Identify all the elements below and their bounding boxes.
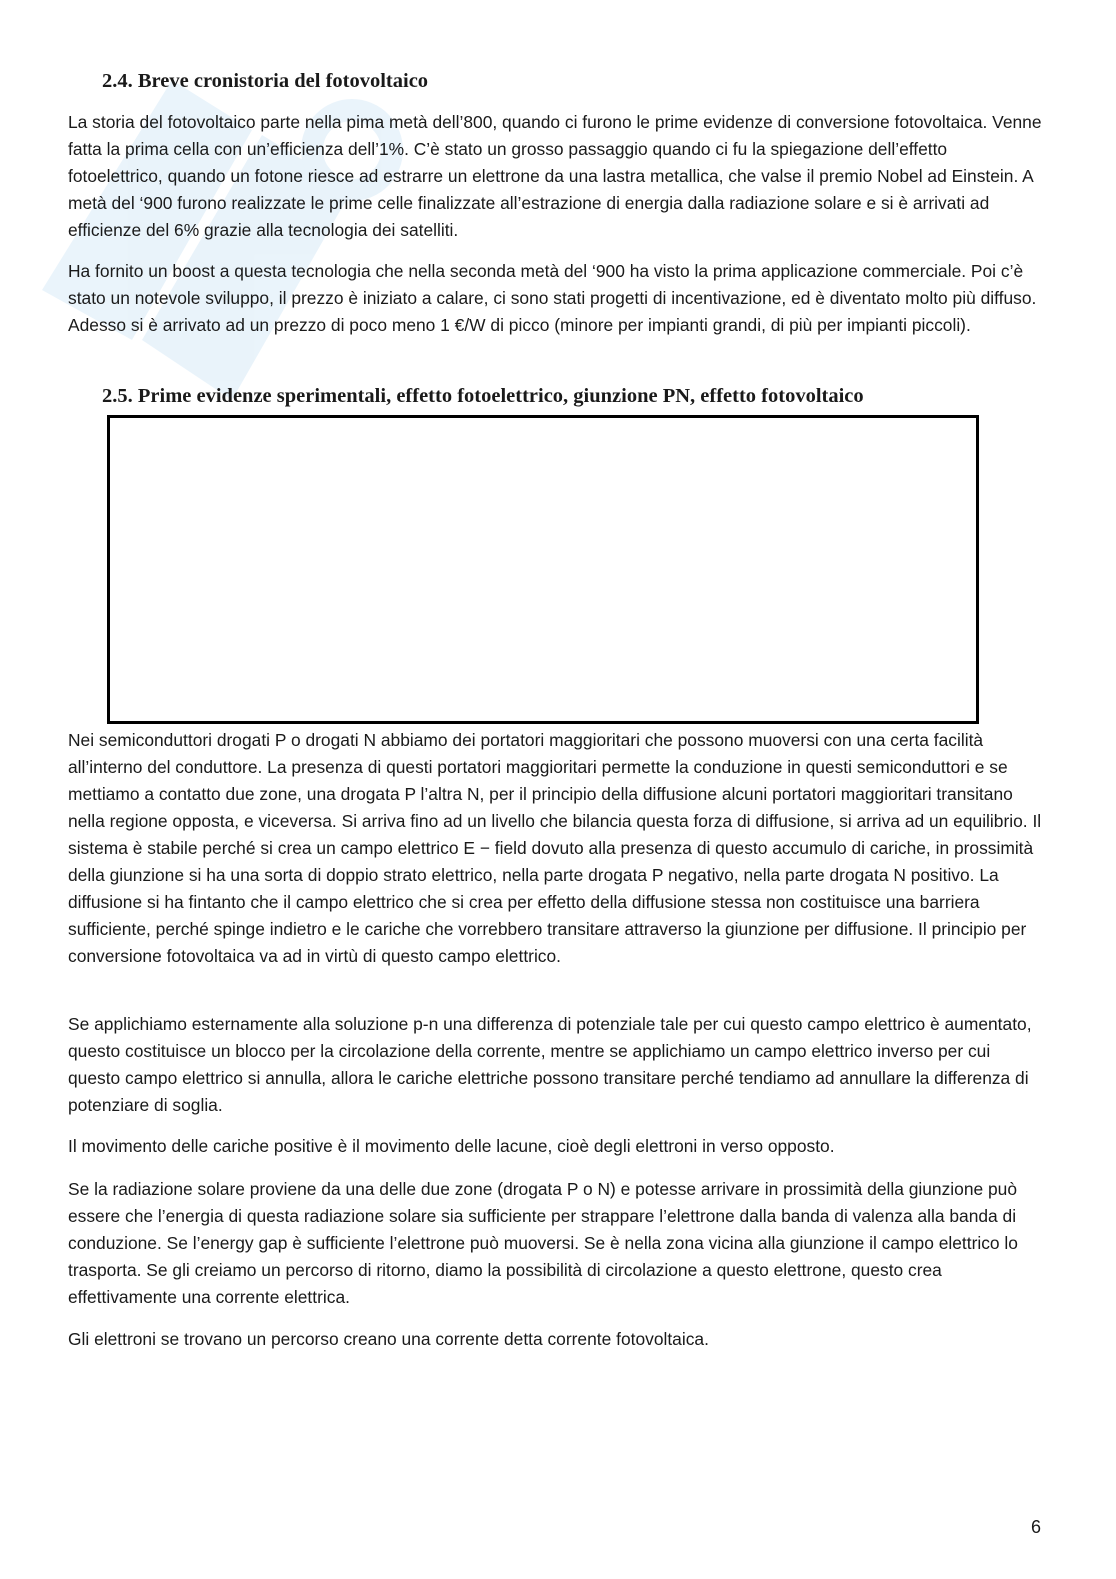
- page-number: 6: [1031, 1517, 1042, 1537]
- section-2-4-paragraph-1: La storia del fotovoltaico parte nella pima metà dell’800, quando ci furono le prime evidenze di conversione fotovoltaica. Venne fatta la prima cella con un’efficienza dell’1%. C’è stato un grosso passaggio quando ci fu la spiegazione dell’effetto fotoelettrico, quando un fotone riesce ad estrarre un elettrone da una lastra metallica, che valse il premio Nobel ad Einstein. A metà del ‘900 furono realizzate le prime celle finalizzate all’estrazione di energia dalla radiazione solare e si è arrivati ad efficienze del 6% grazie alla tecnologia dei satelliti.: [68, 112, 1042, 240]
- section-2-5-heading: 2.5. Prime evidenze sperimentali, effetto fotoelettrico, giunzione PN, effetto fotovoltaico: [102, 385, 864, 407]
- figure-placeholder-box: [107, 415, 979, 724]
- section-2-5-paragraph-2: Se applichiamo esternamente alla soluzione p-n una differenza di potenziale tale per cui questo campo elettrico è aumentato, questo costituisce un blocco per la circolazione della corrente, mentre se applichiamo un campo elettrico inverso per cui questo campo elettrico si annulla, allora le cariche elettriche possono transitare perché tendiamo ad annullare la differenza di potenziare di soglia.: [68, 1014, 1032, 1115]
- section-2-5-paragraph-3: Il movimento delle cariche positive è il movimento delle lacune, cioè degli elettroni in verso opposto.: [68, 1136, 835, 1156]
- section-2-5-paragraph-5: Gli elettroni se trovano un percorso creano una corrente detta corrente fotovoltaica.: [68, 1329, 709, 1349]
- section-2-4-heading: 2.4. Breve cronistoria del fotovoltaico: [102, 70, 429, 92]
- section-2-5-paragraph-1: Nei semiconduttori drogati P o drogati N abbiamo dei portatori maggioritari che possono muoversi con una certa facilità all’interno del conduttore. La presenza di questi portatori maggioritari permette la conduzione in questi semiconduttori e se mettiamo a contatto due zone, una drogata P l’altra N, per il principio della diffusione alcuni portatori maggioritari transitano nella regione opposta, e viceversa. Si arriva fino ad un livello che bilancia questa forza di diffusione, si arriva ad un equilibrio. Il sistema è stabile perché si crea un campo elettrico E − field dovuto alla presenza di questo accumulo di cariche, in prossimità della giunzione si ha una sorta di doppio strato elettrico, nella parte drogata P negativo, nella parte drogata N positivo. La diffusione si ha fintanto che il campo elettrico che si crea per effetto della diffusione stessa non costituisce una barriera sufficiente, perché spinge indietro e le cariche che vorrebbero transitare attraverso la giunzione per diffusione. Il principio per conversione fotovoltaica va ad in virtù di questo campo elettrico.: [68, 730, 1042, 966]
- section-2-5-paragraph-4: Se la radiazione solare proviene da una delle due zone (drogata P o N) e potesse arrivare in prossimità della giunzione può essere che l’energia di questa radiazione solare sia sufficiente per strappare l’elettrone dalla banda di valenza alla banda di conduzione. Se l’energy gap è sufficiente l’elettrone può muoversi. Se è nella zona vicina alla giunzione il campo elettrico lo trasporta. Se gli creiamo un percorso di ritorno, diamo la possibilità di circolazione a questo elettrone, questo crea effettivamente una corrente elettrica.: [68, 1179, 1018, 1307]
- section-2-4-paragraph-2: Ha fornito un boost a questa tecnologia che nella seconda metà del ‘900 ha visto la prima applicazione commerciale. Poi c’è stato un notevole sviluppo, il prezzo è iniziato a calare, ci sono stati progetti di incentivazione, ed è diventato molto più diffuso. Adesso si è arrivato ad un prezzo di poco meno 1 €/W di picco (minore per impianti grandi, di più per impianti piccoli).: [68, 261, 1037, 335]
